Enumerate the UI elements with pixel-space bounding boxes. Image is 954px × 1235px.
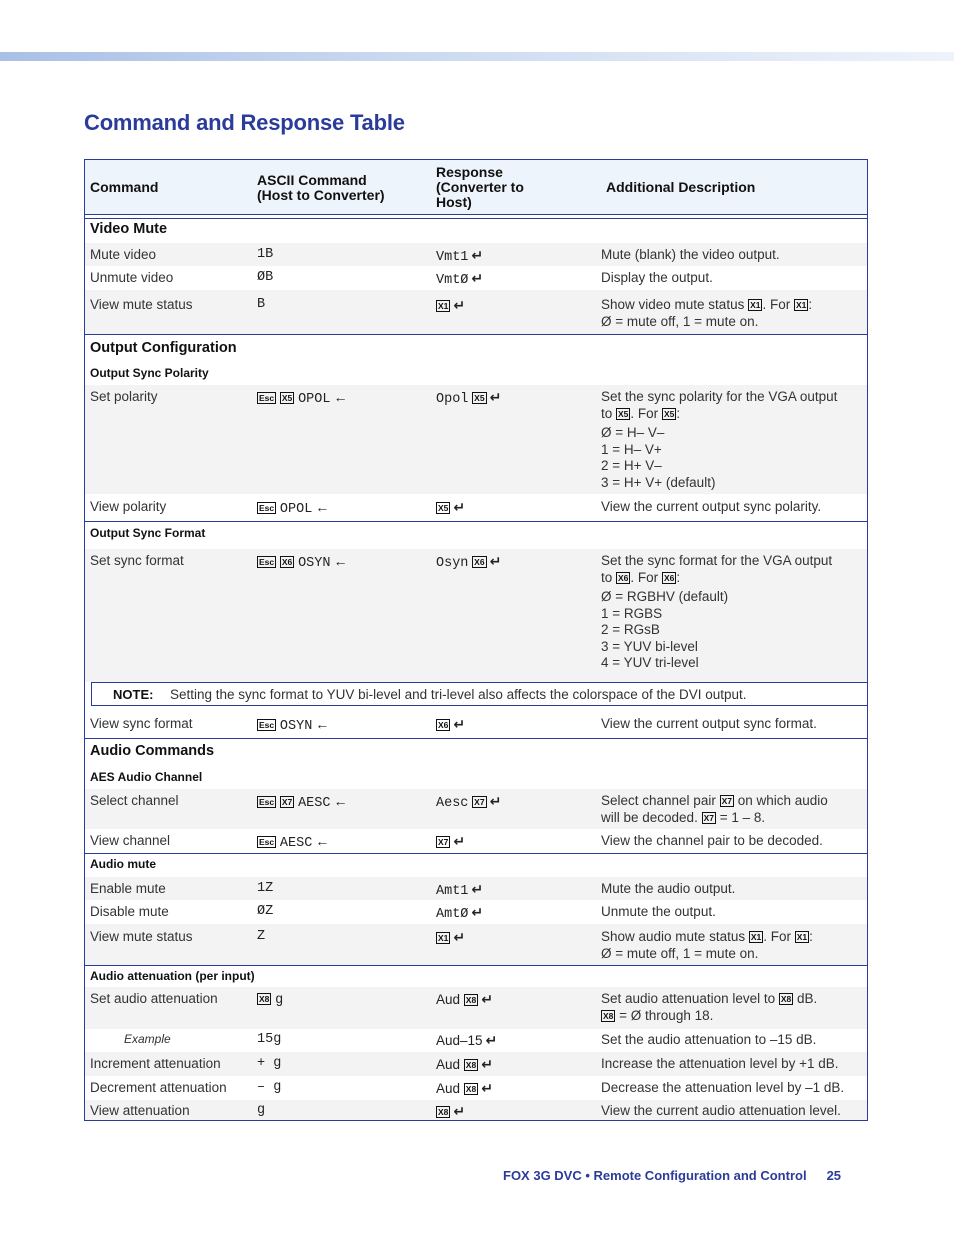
table-row: Set audio attenuation X8 g Aud X8 ↵ Set audio attenuation level to X8 dB. X8 = Ø through 18. bbox=[85, 987, 867, 1029]
return-arrow-icon: ← bbox=[315, 833, 330, 849]
return-arrow-icon: ← bbox=[333, 553, 348, 569]
enter-icon: ↵ bbox=[453, 297, 466, 313]
table-row: View sync format Esc OSYN ← X6 ↵ View the current output sync format. bbox=[90, 716, 817, 734]
enter-icon: ↵ bbox=[471, 904, 484, 920]
x8-key-icon: X8 bbox=[465, 1084, 477, 1094]
table-row: View mute status B X1 ↵ Show video mute status X1 . For X1 : Ø = mute off, 1 = mute on. bbox=[85, 290, 867, 334]
x7-key-icon: X7 bbox=[281, 797, 293, 807]
section-video-mute: Video Mute bbox=[90, 221, 168, 237]
table-row: Unmute video ØB VmtØ ↵ Display the output. bbox=[90, 270, 713, 288]
esc-key-icon: Esc bbox=[259, 503, 275, 513]
section-divider bbox=[85, 738, 867, 739]
subsection-sync-format: Output Sync Format bbox=[90, 526, 206, 540]
esc-key-icon: Esc bbox=[259, 837, 275, 847]
header-divider bbox=[85, 218, 867, 219]
esc-key-icon: Esc bbox=[259, 393, 275, 403]
x6-key-icon: X6 bbox=[474, 557, 485, 567]
enter-icon: ↵ bbox=[481, 991, 493, 1007]
esc-key-icon: Esc bbox=[259, 720, 275, 730]
footer-title: FOX 3G DVC • Remote Configuration and Control bbox=[503, 1168, 807, 1183]
x6-key-icon: X6 bbox=[663, 572, 675, 583]
x8-key-icon: X8 bbox=[259, 994, 270, 1004]
header-ascii: ASCII Command (Host to Converter) bbox=[257, 172, 385, 203]
enter-icon: ↵ bbox=[471, 881, 484, 897]
x8-key-icon: X8 bbox=[465, 995, 477, 1005]
x8-key-icon: X8 bbox=[603, 1010, 614, 1021]
enter-icon: ↵ bbox=[453, 833, 466, 849]
subsection-attenuation: Audio attenuation (per input) bbox=[90, 969, 255, 983]
return-arrow-icon: ← bbox=[333, 389, 348, 405]
table-row: Set polarity Esc X5 OPOL ← Opol X5 ↵ Set the sync polarity for the VGA output to X5 . For X5 : Ø = H– V– 1 = H– V+ 2 = H+ V– 3 = H+ V+ (default) bbox=[85, 385, 867, 494]
table-row: View mute status Z X1 ↵ Show audio mute status X1 . For X1 : Ø = mute off, 1 = mute on. bbox=[85, 924, 867, 965]
x7-key-icon: X7 bbox=[474, 797, 485, 807]
section-divider bbox=[85, 334, 867, 335]
section-divider bbox=[85, 521, 867, 522]
x7-key-icon: X7 bbox=[703, 812, 714, 823]
x1-key-icon: X1 bbox=[750, 300, 761, 310]
command-response-table bbox=[84, 159, 868, 1121]
x7-key-icon: X7 bbox=[721, 796, 732, 806]
table-row: Enable mute 1Z Amt1 ↵ Mute the audio output. bbox=[85, 877, 867, 900]
note-box bbox=[91, 682, 868, 706]
enter-icon: ↵ bbox=[481, 1080, 493, 1096]
x6-key-icon: X6 bbox=[281, 557, 293, 567]
table-row: Example 15g Aud–15 ↵ Set the audio attenuation to –15 dB. bbox=[124, 1032, 817, 1048]
set-polarity-desc: Set the sync polarity for the VGA output to X5 . For X5 : Ø = H– V– 1 = H– V+ 2 = H+ V– 3 = H+ V+ (default) bbox=[601, 389, 838, 490]
subsection-sync-polarity: Output Sync Polarity bbox=[90, 366, 209, 380]
return-arrow-icon: ← bbox=[333, 793, 348, 809]
enter-icon: ↵ bbox=[489, 553, 502, 569]
x6-key-icon: X6 bbox=[618, 572, 629, 583]
page-title: Command and Response Table bbox=[84, 110, 405, 135]
select-channel-desc: Select channel pair X7 on which audio will be decoded. X7 = 1 – 8. bbox=[601, 793, 828, 825]
table-row: View polarity Esc OPOL ← X5 ↵ View the current output sync polarity. bbox=[90, 499, 822, 517]
x1-key-icon: X1 bbox=[796, 300, 807, 310]
x8-key-icon: X8 bbox=[780, 994, 792, 1004]
set-attenuation-desc: Set audio attenuation level to X8 dB. X8 = Ø through 18. bbox=[601, 991, 818, 1023]
x8-key-icon: X8 bbox=[465, 1060, 477, 1070]
note-text: Setting the sync format to YUV bi-level and tri-level also affects the colorspace of the DVI output. bbox=[170, 687, 747, 702]
esc-key-icon: Esc bbox=[259, 557, 275, 567]
x8-key-icon: X8 bbox=[438, 1107, 449, 1117]
x1-key-icon: X1 bbox=[750, 932, 762, 942]
x1-key-icon: X1 bbox=[438, 301, 449, 311]
enter-icon: ↵ bbox=[453, 499, 466, 515]
enter-icon: ↵ bbox=[489, 389, 502, 405]
return-arrow-icon: ← bbox=[315, 499, 330, 515]
x5-key-icon: X5 bbox=[618, 408, 629, 419]
x5-key-icon: X5 bbox=[663, 408, 675, 419]
x7-key-icon: X7 bbox=[438, 837, 449, 847]
example-label: Example bbox=[124, 1032, 171, 1046]
view-audio-mute-desc: Show audio mute status X1 . For X1 : Ø = mute off, 1 = mute on. bbox=[601, 929, 813, 961]
table-row: Select channel Esc X7 AESC ← Aesc X7 ↵ Select channel pair X7 on which audio will be decoded. X7 = 1 – 8. bbox=[85, 789, 867, 829]
enter-icon: ↵ bbox=[489, 793, 502, 809]
table-header bbox=[85, 160, 867, 215]
page-footer bbox=[503, 1168, 841, 1183]
return-arrow-icon: ← bbox=[315, 716, 330, 732]
x1-key-icon: X1 bbox=[438, 933, 449, 943]
enter-icon: ↵ bbox=[471, 270, 484, 286]
enter-icon: ↵ bbox=[453, 1103, 466, 1119]
note-label: NOTE: bbox=[113, 687, 154, 702]
x5-key-icon: X5 bbox=[281, 393, 293, 403]
enter-icon: ↵ bbox=[453, 929, 466, 945]
enter-icon: ↵ bbox=[471, 247, 484, 263]
table-row: Increment attenuation + g Aud X8 ↵ Increase the attenuation level by +1 dB. bbox=[85, 1052, 867, 1076]
view-video-mute-desc: Show video mute status X1 . For X1 : Ø = mute off, 1 = mute on. bbox=[601, 297, 813, 329]
x5-key-icon: X5 bbox=[438, 503, 449, 513]
section-audio-commands: Audio Commands bbox=[90, 743, 215, 759]
table-row: Decrement attenuation – g Aud X8 ↵ Decrease the attenuation level by –1 dB. bbox=[90, 1080, 845, 1096]
x1-key-icon: X1 bbox=[796, 932, 808, 942]
x5-key-icon: X5 bbox=[474, 393, 485, 403]
page-number: 25 bbox=[826, 1168, 842, 1183]
esc-key-icon: Esc bbox=[259, 797, 275, 807]
header-command: Command bbox=[90, 179, 159, 195]
x6-key-icon: X6 bbox=[438, 720, 449, 730]
section-output-config: Output Configuration bbox=[90, 340, 237, 356]
table-row: View attenuation g X8 ↵ View the current audio attenuation level. bbox=[85, 1100, 867, 1120]
subsection-audio-mute: Audio mute bbox=[90, 857, 156, 871]
header-description: Additional Description bbox=[606, 179, 756, 195]
subsection-aes-channel: AES Audio Channel bbox=[90, 770, 203, 784]
enter-icon: ↵ bbox=[453, 716, 466, 732]
set-format-desc: Set the sync format for the VGA output to X6 . For X6 : Ø = RGBHV (default) 1 = RGBS 2 = RGsB 3 = YUV bi-level 4 = YUV tri-level bbox=[601, 553, 833, 670]
enter-icon: ↵ bbox=[481, 1056, 493, 1072]
table-row: Set sync format Esc X6 OSYN ← Osyn X6 ↵ Set the sync format for the VGA output to X6 . For X6 : Ø = RGBHV (default) 1 = RGBS 2 = RGsB 3 = YUV bi-level 4 = YUV tri-level bbox=[85, 549, 867, 682]
table-row: Disable mute ØZ AmtØ ↵ Unmute the output. bbox=[90, 904, 716, 922]
top-decorative-bar bbox=[0, 52, 954, 61]
table-row: View channel Esc AESC ← X7 ↵ View the channel pair to be decoded. bbox=[90, 833, 823, 851]
table-row: Mute video 1B Vmt1 ↵ Mute (blank) the video output. bbox=[85, 243, 867, 266]
header-response: Response (Converter to Host) bbox=[436, 164, 524, 210]
enter-icon: ↵ bbox=[485, 1032, 498, 1048]
section-divider bbox=[85, 965, 867, 966]
section-divider bbox=[85, 853, 867, 854]
